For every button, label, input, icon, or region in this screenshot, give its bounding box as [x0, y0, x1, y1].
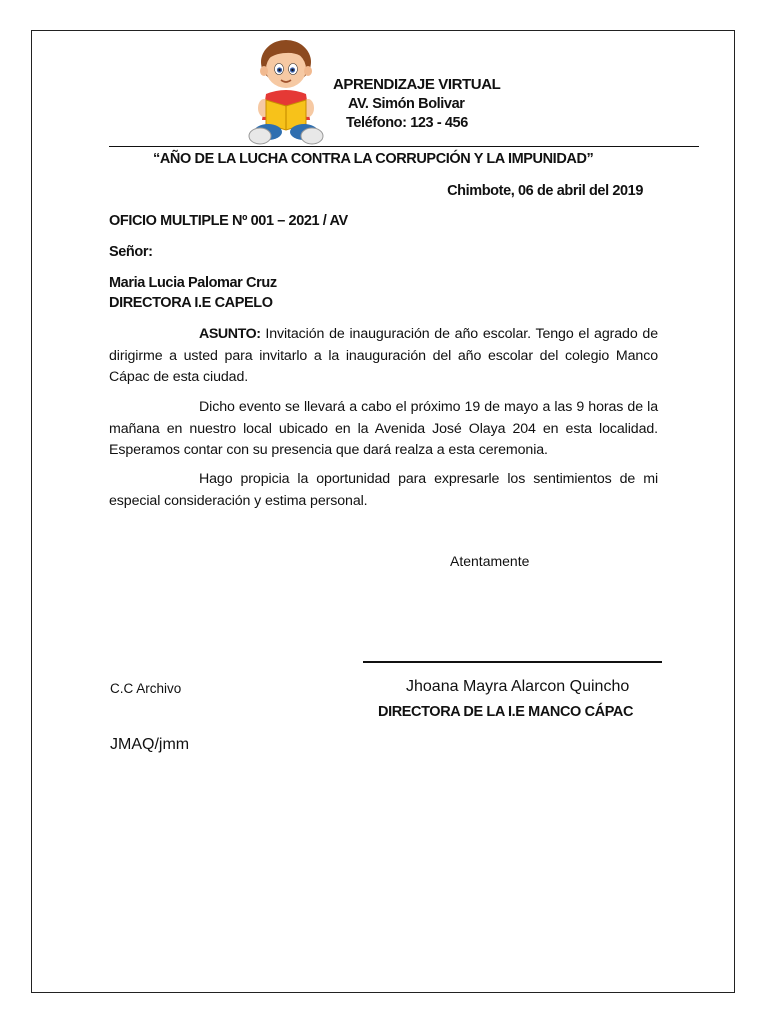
header-divider [109, 146, 699, 147]
recipient-name: Maria Lucia Palomar Cruz [109, 275, 277, 291]
year-motto: “AÑO DE LA LUCHA CONTRA LA CORRUPCIÓN Y LA IMPUNIDAD” [153, 151, 594, 167]
carbon-copy: C.C Archivo [110, 681, 182, 696]
event-text: Dicho evento se llevará a cabo el próximo 19 de mayo a las 9 horas de la mañana en nuestro local ubicado en la Avenida José Olaya 204 en esta localidad. Esperamos contar con su presencia que dará realza a esta ceremonia. [109, 399, 658, 458]
subject-paragraph [109, 324, 658, 389]
place-date: Chimbote, 06 de abril del 2019 [447, 183, 643, 199]
closing-salutation: Atentamente [450, 553, 530, 569]
event-paragraph [109, 397, 658, 462]
subject-label: ASUNTO: [199, 326, 261, 342]
signer-name: Jhoana Mayra Alarcon Quincho [406, 678, 630, 695]
closing-paragraph [109, 469, 658, 512]
initials: JMAQ/jmm [110, 736, 190, 753]
closing-text: Hago propicia la oportunidad para expresarle los sentimientos de mi especial consideración y estima personal. [109, 471, 658, 509]
signer-title: DIRECTORA DE LA I.E MANCO CÁPAC [378, 704, 634, 720]
salutation: Señor: [109, 244, 153, 260]
institution-title: APRENDIZAJE VIRTUAL [333, 76, 501, 93]
institution-address: AV. Simón Bolivar [348, 96, 465, 112]
subject-text: Invitación de inauguración de año escolar. Tengo el agrado de dirigirme a usted para invitarlo a la inauguración del año escolar del colegio Manco Cápac de esta ciudad. [109, 326, 658, 385]
institution-phone: Teléfono: 123 - 456 [346, 115, 468, 131]
child-reading-logo-icon [246, 36, 324, 146]
letter-reference: OFICIO MULTIPLE Nº 001 – 2021 / AV [109, 213, 348, 229]
recipient-position: DIRECTORA I.E CAPELO [109, 295, 273, 311]
signature-line [363, 661, 662, 663]
